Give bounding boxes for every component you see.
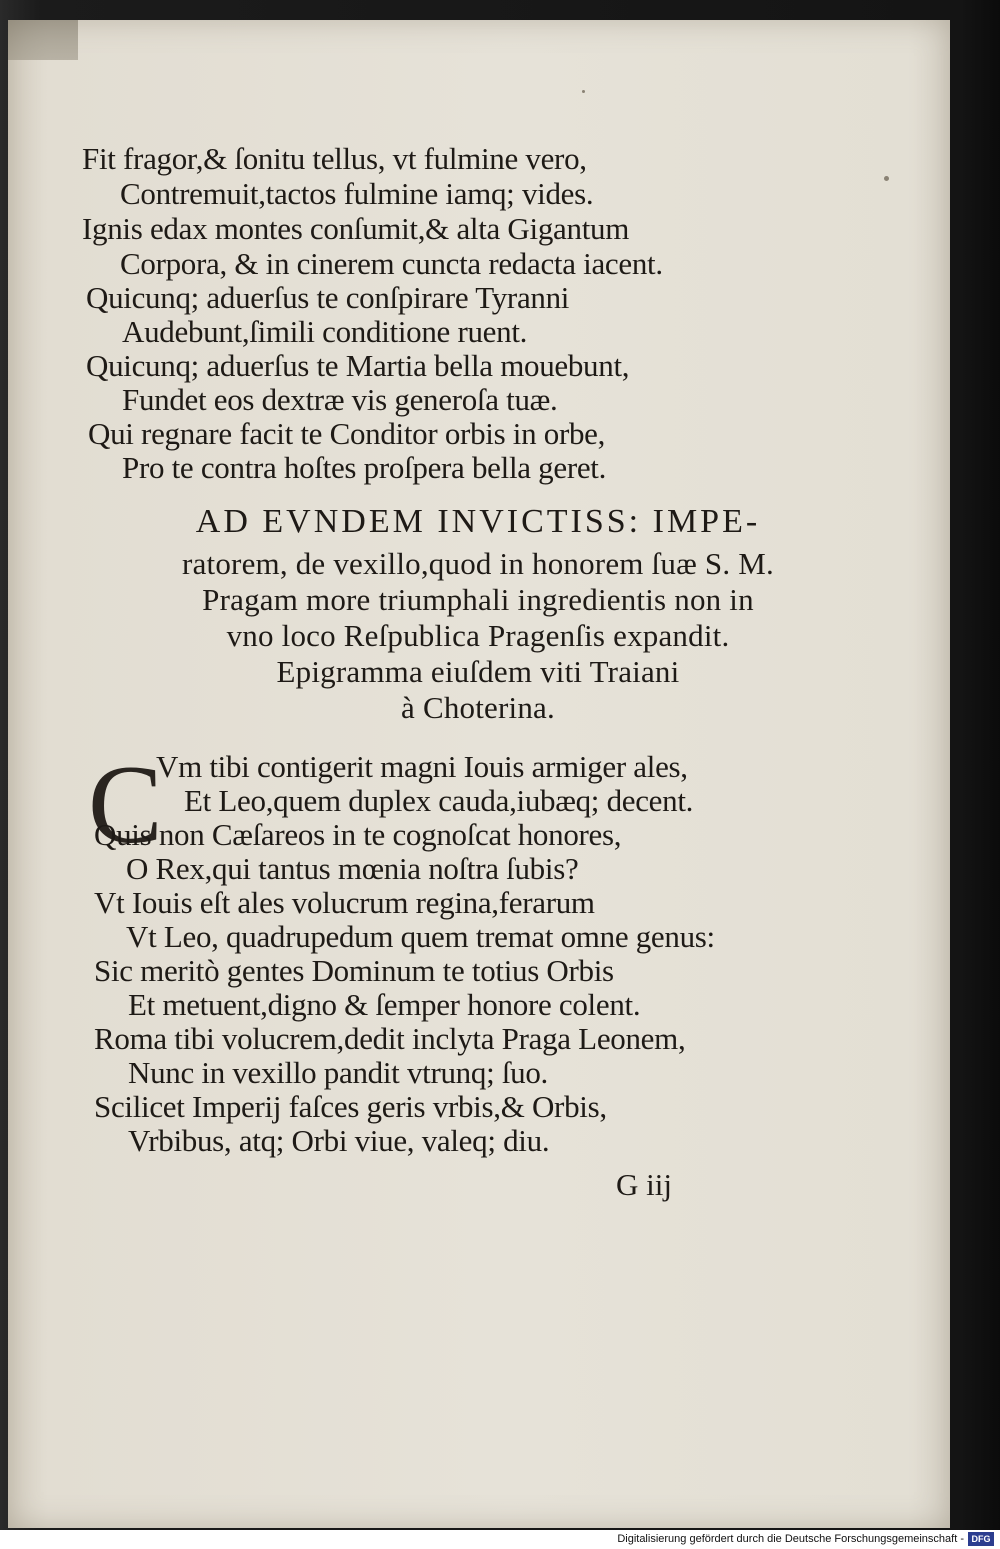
verse-line: Nunc in vexillo pandit vtrunq; ſuo. <box>128 1055 549 1090</box>
verse-line: Ignis edax montes conſumit,& alta Gigantum <box>82 211 630 246</box>
verse-line: Qui regnare facit te Conditor orbis in orbe, <box>88 416 606 451</box>
verse-line: O Rex,qui tantus mœnia noſtra ſubis? <box>126 851 579 886</box>
dfg-logo: DFG <box>968 1532 994 1546</box>
book-page <box>8 20 950 1528</box>
verse-line: Quicunq; aduerſus te Martia bella mouebunt, <box>86 348 630 383</box>
verse-line: Sic meritò gentes Dominum te totius Orbis <box>94 953 614 988</box>
verse-line: Vt Leo, quadrupedum quem tremat omne genus: <box>126 919 715 954</box>
verse-line: Quis non Cæſareos in te cognoſcat honores, <box>94 817 622 852</box>
verse-line: Contremuit,tactos fulmine iamq; vides. <box>120 176 594 211</box>
verse-line: Fit fragor,& ſonitu tellus, vt fulmine vero, <box>82 141 587 176</box>
section-heading: Pragam more triumphali ingredientis non in <box>202 582 754 617</box>
section-heading: à Choterina. <box>401 690 555 725</box>
verse-line: Vm tibi contigerit magni Iouis armiger ales, <box>156 749 688 784</box>
verse-line: Pro te contra hoſtes proſpera bella geret. <box>122 450 607 485</box>
section-heading: vno loco Reſpublica Pragenſis expandit. <box>226 618 730 653</box>
verse-line: Fundet eos dextræ vis generoſa tuæ. <box>122 382 558 417</box>
verse-line: Quicunq; aduerſus te conſpirare Tyranni <box>86 280 570 315</box>
drop-cap: C <box>88 743 163 867</box>
verse-line: Et Leo,quem duplex cauda,iubæq; decent. <box>184 783 694 818</box>
verse-line: Scilicet Imperij faſces geris vrbis,& Orbis, <box>94 1089 607 1124</box>
section-heading: ratorem, de vexillo,quod in honorem ſuæ S. M. <box>182 546 774 581</box>
verse-line: Vrbibus, atq; Orbi viue, valeq; diu. <box>128 1123 550 1158</box>
verse-line: Corpora, & in cinerem cuncta redacta iacent. <box>120 246 663 281</box>
verse-line: Et metuent,digno & ſemper honore colent. <box>128 987 641 1022</box>
verse-line: Audebunt,ſimili conditione ruent. <box>122 314 528 349</box>
verse-line: Roma tibi volucrem,dedit inclyta Praga Leonem, <box>94 1021 686 1056</box>
verse-line: Vt Iouis eſt ales volucrum regina,ferarum <box>94 885 595 920</box>
section-heading: AD EVNDEM INVICTISS: IMPE- <box>195 503 761 540</box>
page-text <box>8 20 950 1528</box>
section-heading: Epigramma eiuſdem viti Traiani <box>276 654 680 689</box>
funding-notice: Digitalisierung gefördert durch die Deutsche Forschungsgemeinschaft - <box>617 1533 964 1545</box>
signature-mark: G iij <box>616 1167 672 1202</box>
